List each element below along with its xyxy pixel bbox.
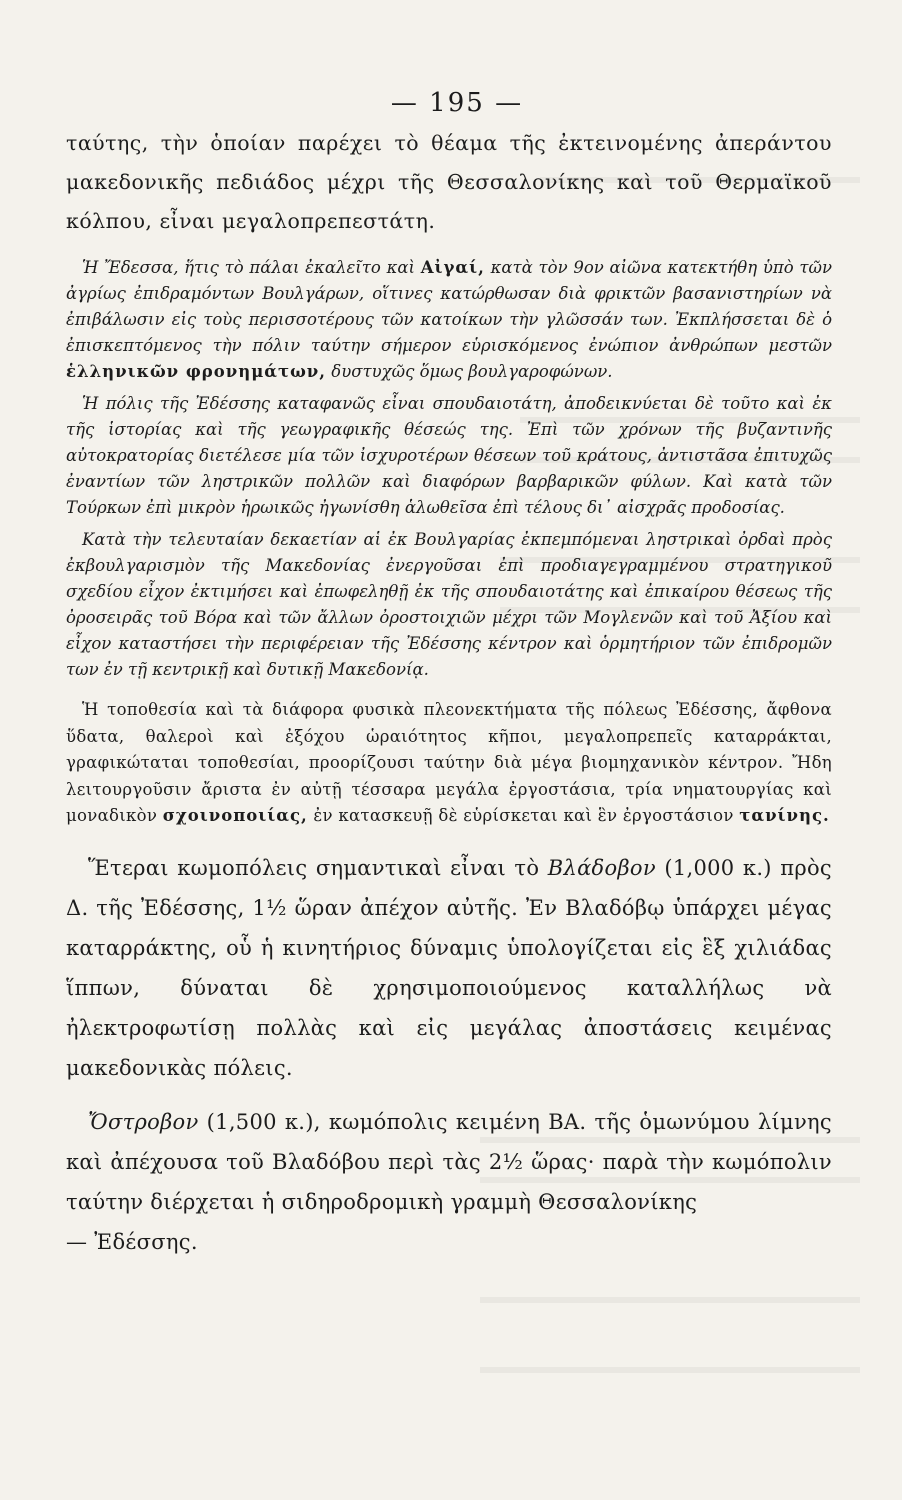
paragraph-city-importance: Ἡ πόλις τῆς Ἐδέσσης καταφανῶς εἶναι σπουδαιοτάτη, ἀποδεικνύεται δὲ τοῦτο καὶ ἐκ τῆς ἱστορίας καὶ τῆς γεωγραφικῆς θέσεώς της. Ἐπὶ τῶν χρόνων τῆς βυζαντινῆς αὐτοκρατορίας διετέλεσε μία τῶν ἰσχυροτέρων θέσεων τοῦ κράτους, ἀντιστᾶσα ἐπιτυχῶς ἐναντίων τῶν ληστρικῶν πολλῶν καὶ διαφόρων βαρβαρικῶν φύλων. Καὶ κατὰ τῶν Τούρκων ἐπὶ μικρὸν ἡρωικῶς ἠγωνίσθη ἁλωθεῖσα ἐπὶ τέλους δι᾽ αἰσχρᾶς προδοσίας. (66, 394, 832, 517)
text-run: Ἡ Ἔδεσσα, ἥτις τὸ πάλαι ἐκαλεῖτο καὶ (82, 258, 415, 277)
place-name-vladovon: Βλάδοβον (547, 855, 656, 880)
bold-term-greek-sentiments: ἑλληνικῶν φρονημάτων, (66, 362, 327, 381)
paragraph-edessa-history (66, 255, 832, 385)
paragraph-view-description: ταύτης, τὴν ὁποίαν παρέχει τὸ θέαμα τῆς ἐκτεινομένης ἀπεράντου μακεδονικῆς πεδιάδος μέχρι τῆς Θεσσαλονίκης καὶ τοῦ Θερμαϊκοῦ κόλπου, εἶναι μεγαλοπρεπεστάτη. (66, 131, 832, 233)
text-run: Ἕτεραι κωμοπόλεις σημαντικαὶ εἶναι τὸ (88, 855, 540, 880)
text-run: δυστυχῶς ὅμως βουλγαροφώνων. (331, 362, 613, 381)
paragraph-bulgarian-bands: Κατὰ τὴν τελευταίαν δεκαετίαν αἱ ἐκ Βουλγαρίας ἐκπεμπόμεναι ληστρικαὶ ὀρδαὶ πρὸς ἐκβουλγαρισμὸν τῆς Μακεδονίας ἐνεργοῦσαι ἐπὶ προδιαγεγραμμένου στρατηγικοῦ σχεδίου εἶχον ἐκτιμήσει καὶ ἐπωφεληθῇ ἐκ τῆς σπουδαιοτάτης καὶ ἐπικαίρου θέσεως τῆς ὀροσειρᾶς τοῦ Βόρα καὶ τῶν ἄλλων ὀροστοιχιῶν μέχρι τῶν Μογλενῶν καὶ τοῦ Ἀξίου καὶ εἶχον καταστήσει τὴν περιφέρειαν τῆς Ἐδέσσης κέντρον καὶ ὁρμητήριον τῶν ἐπιδρομῶν των ἐν τῇ κεντρικῇ καὶ δυτικῇ Μακεδονίᾳ. (66, 530, 832, 679)
bold-term-aigai: Αἰγαί, (420, 258, 485, 277)
paragraph-ostrovon (66, 1102, 832, 1262)
text-run-end: — Ἐδέσσης. (66, 1229, 198, 1254)
bold-term-tannin: τανίνης. (739, 806, 830, 825)
page-number: — 195 — (390, 88, 524, 118)
text-run: (1,000 κ.) πρὸς Δ. τῆς Ἐδέσσης, 1½ ὥραν ἀπέχον αὐτῆς. Ἐν Βλαδόβῳ ὑπάρχει μέγας καταρράκτης, οὗ ἡ κινητήριος δύναμις ὑπολογίζεται εἰς ἓξ χιλιάδας ἵππων, δύναται δὲ χρησιμοποιούμενος καταλλήλως νὰ ἠλεκτροφωτίσῃ πολλὰς καὶ εἰς μεγάλας ἀποστάσεις κειμένας μακεδονικὰς πόλεις. (66, 855, 832, 1080)
paragraph-industry (66, 697, 832, 830)
place-name-ostrovon: Ὄστροβον (88, 1109, 199, 1134)
text-run: ἐν κατασκευῇ δὲ εὑρίσκεται καὶ ἓν ἐργοστάσιον (313, 806, 734, 825)
bold-term-rope-making: σχοινοποιίας, (162, 806, 308, 825)
text-run: (1,500 κ.), κωμόπολις κειμένη ΒΑ. τῆς ὁμωνύμου λίμνης καὶ ἀπέχουσα τοῦ Βλαδόβου περὶ τὰς 2½ ὥρας· παρὰ τὴν κωμόπολιν ταύτην διέρχεται ἡ σιδηροδρομικὴ γραμμὴ Θεσσαλονίκης (66, 1109, 832, 1214)
paragraph-vladovon (66, 848, 832, 1088)
text-run: Ἡ τοποθεσία καὶ τὰ διάφορα φυσικὰ πλεονεκτήματα τῆς πόλεως Ἐδέσσης, ἄφθονα ὕδατα, θαλεροὶ καὶ ἐξόχου ὡραιότητος κῆποι, μεγαλοπρεπεῖς καταρράκται, γραφικώταται τοποθεσίαι, προορίζουσι ταύτην διὰ μέγα βιομηχανικὸν κέντρον. Ἤδη λειτουργοῦσιν ἄριστα ἐν αὐτῇ τέσσαρα μεγάλα ἐργοστάσια, τρία νηματουργίας καὶ μοναδικὸν (66, 700, 832, 825)
text-run: κατὰ τὸν 9ον αἰῶνα κατεκτήθη ὑπὸ τῶν ἀγρίως ἐπιδραμόντων Βουλγάρων, οἵτινες κατώρθωσαν διὰ φρικτῶν βασανιστηρίων νὰ ἐπιβάλωσιν εἰς τοὺς περισσοτέρους τῶν κατοίκων τὴν γλῶσσάν των. Ἐκπλήσσεται δὲ ὁ ἐπισκεπτόμενος τὴν πόλιν ταύτην σήμερον εὑρισκόμενος ἐνώπιον ἀνθρώπων μεστῶν (66, 258, 832, 355)
